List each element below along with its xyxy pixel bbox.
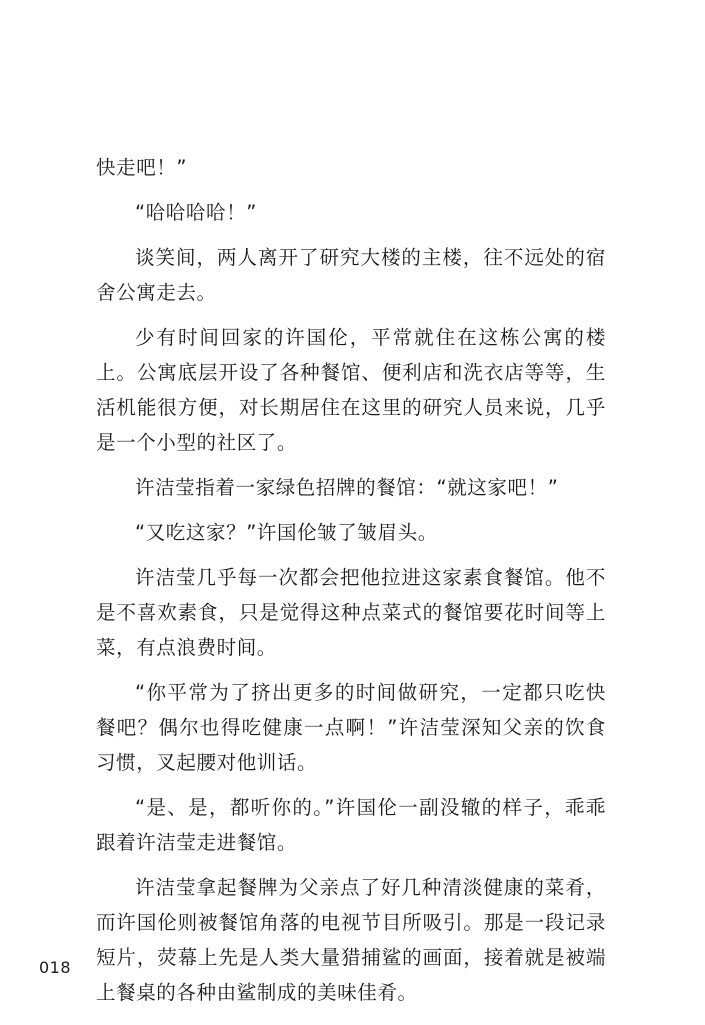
paragraph-2: “哈哈哈哈！”: [135, 201, 257, 224]
page-body: [96, 150, 606, 1020]
paragraph-1: 快走吧！”: [96, 156, 188, 179]
paragraph-3: 谈笑间，两人离开了研究大楼的主楼，往不远处的宿舍公寓走去。: [96, 246, 606, 304]
paragraph-9: “是、是，都听你的。”许国伦一副没辙的样子，乖乖跟着许洁莹走进餐馆。: [96, 796, 606, 854]
paragraph-5: 许洁莹指着一家绿色招牌的餐馆：“就这家吧！”: [135, 476, 559, 499]
paragraph-4: 少有时间回家的许国伦，平常就住在这栋公寓的楼上。公寓底层开设了各种餐馆、便利店和洗衣店等等，生活机能很方便，对长期居住在这里的研究人员来说，几乎是一个小型的社区了。: [96, 326, 606, 454]
paragraph-8: “你平常为了挤出更多的时间做研究，一定都只吃快餐吧？偶尔也得吃健康一点啊！”许洁莹深知父亲的饮食习惯，叉起腰对他训话。: [96, 681, 606, 774]
paragraph-6: “又吃这家？”许国伦皱了皱眉头。: [135, 521, 438, 544]
paragraph-7: 许洁莹几乎每一次都会把他拉进这家素食餐馆。他不是不喜欢素食，只是觉得这种点菜式的餐馆要花时间等上菜，有点浪费时间。: [96, 566, 606, 659]
paragraph-10: 许洁莹拿起餐牌为父亲点了好几种清淡健康的菜肴，而许国伦则被餐馆角落的电视节目所吸引。那是一段记录短片，荧幕上先是人类大量猎捕鲨的画面，接着就是被端上餐桌的各种由鲨制成的美味佳肴。: [96, 876, 606, 1004]
page-number: 018: [39, 958, 72, 977]
